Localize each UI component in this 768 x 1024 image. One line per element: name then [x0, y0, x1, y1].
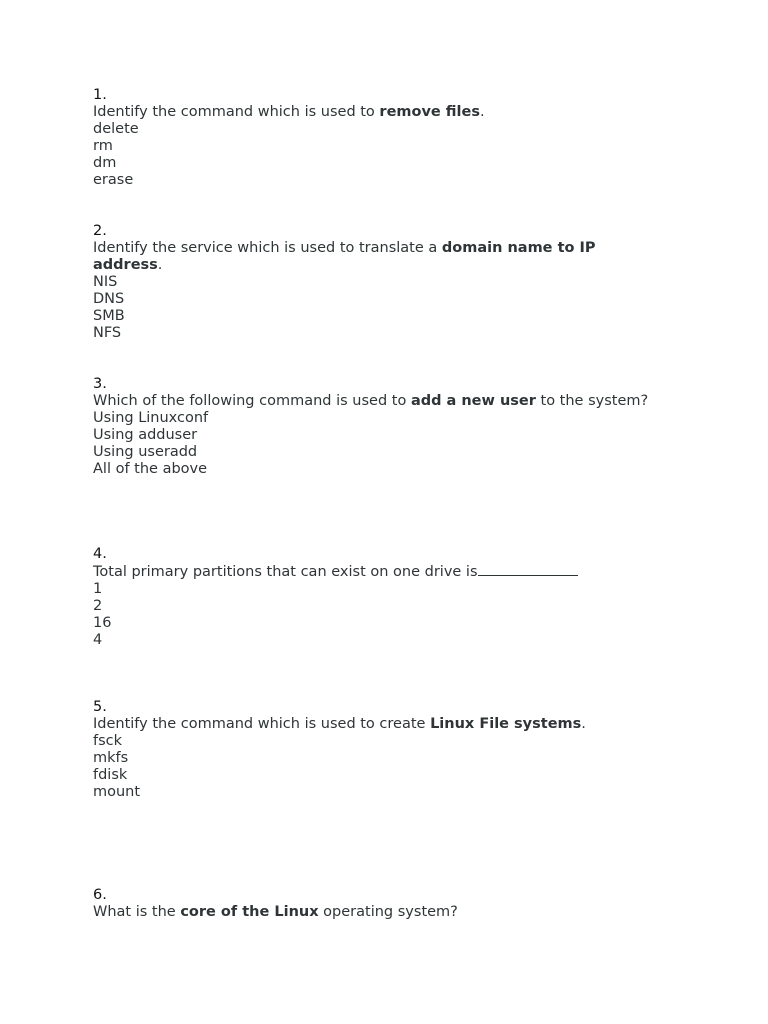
question-6 — [93, 887, 653, 921]
question-5 — [93, 699, 653, 801]
question-3 — [93, 376, 653, 478]
question-text-tail: operating system? — [318, 904, 458, 920]
question-number: 6. — [93, 887, 107, 903]
answer-option: 16 — [93, 615, 112, 631]
question-number: 2. — [93, 223, 107, 239]
question-keyword: Linux File systems — [430, 716, 582, 732]
question-text-tail: to the system? — [535, 393, 649, 409]
answer-option: rm — [93, 138, 113, 154]
question-text — [93, 104, 653, 121]
answer-options — [93, 581, 653, 649]
answer-option: erase — [93, 172, 134, 188]
question-text-lead: Total primary partitions that can exist on one drive is — [93, 564, 478, 580]
question-text-tail: . — [581, 716, 586, 732]
question-keyword: core of the Linux — [180, 904, 319, 920]
question-text — [93, 393, 653, 410]
question-text-tail: . — [157, 257, 163, 273]
question-text — [93, 563, 653, 581]
question-text-lead: Which of the following command is used to — [93, 393, 411, 409]
answer-blank-line — [478, 563, 578, 576]
answer-option: dm — [93, 155, 117, 171]
answer-option: SMB — [93, 308, 125, 324]
question-text-lead: Identify the command which is used to create — [93, 716, 431, 732]
answer-options — [93, 733, 653, 801]
answer-option: NFS — [93, 325, 122, 341]
answer-option: delete — [93, 121, 139, 137]
answer-option: fdisk — [93, 767, 128, 783]
answer-options — [93, 121, 653, 189]
question-keyword: domain name to IP address — [93, 240, 596, 273]
answer-option: Using Linuxconf — [93, 410, 209, 426]
question-text-lead: Identify the command which is used to — [93, 104, 380, 120]
question-text-lead: Identify the service which is used to translate a — [93, 240, 442, 256]
question-text-lead: What is the — [93, 904, 181, 920]
question-1 — [93, 87, 653, 189]
question-2 — [93, 223, 653, 342]
answer-option: 2 — [93, 598, 103, 614]
question-4 — [93, 546, 653, 649]
answer-option: 1 — [93, 581, 103, 597]
question-text-tail: . — [480, 104, 485, 120]
question-number: 5. — [93, 699, 107, 715]
question-keyword: add a new user — [410, 393, 536, 409]
question-text — [93, 904, 653, 921]
question-number: 3. — [93, 376, 107, 392]
answer-option: Using useradd — [93, 444, 198, 460]
question-text — [93, 240, 653, 274]
answer-option: fsck — [93, 733, 123, 749]
question-number: 4. — [93, 546, 107, 562]
answer-option: mount — [93, 784, 141, 800]
question-number: 1. — [93, 87, 107, 103]
question-keyword: remove files — [379, 104, 480, 120]
answer-options — [93, 274, 653, 342]
answer-options — [93, 410, 653, 478]
question-text — [93, 716, 653, 733]
answer-option: NIS — [93, 274, 118, 290]
answer-option: DNS — [93, 291, 125, 307]
answer-option: mkfs — [93, 750, 129, 766]
answer-option: All of the above — [93, 461, 208, 477]
answer-option: 4 — [93, 632, 103, 648]
answer-option: Using adduser — [93, 427, 198, 443]
